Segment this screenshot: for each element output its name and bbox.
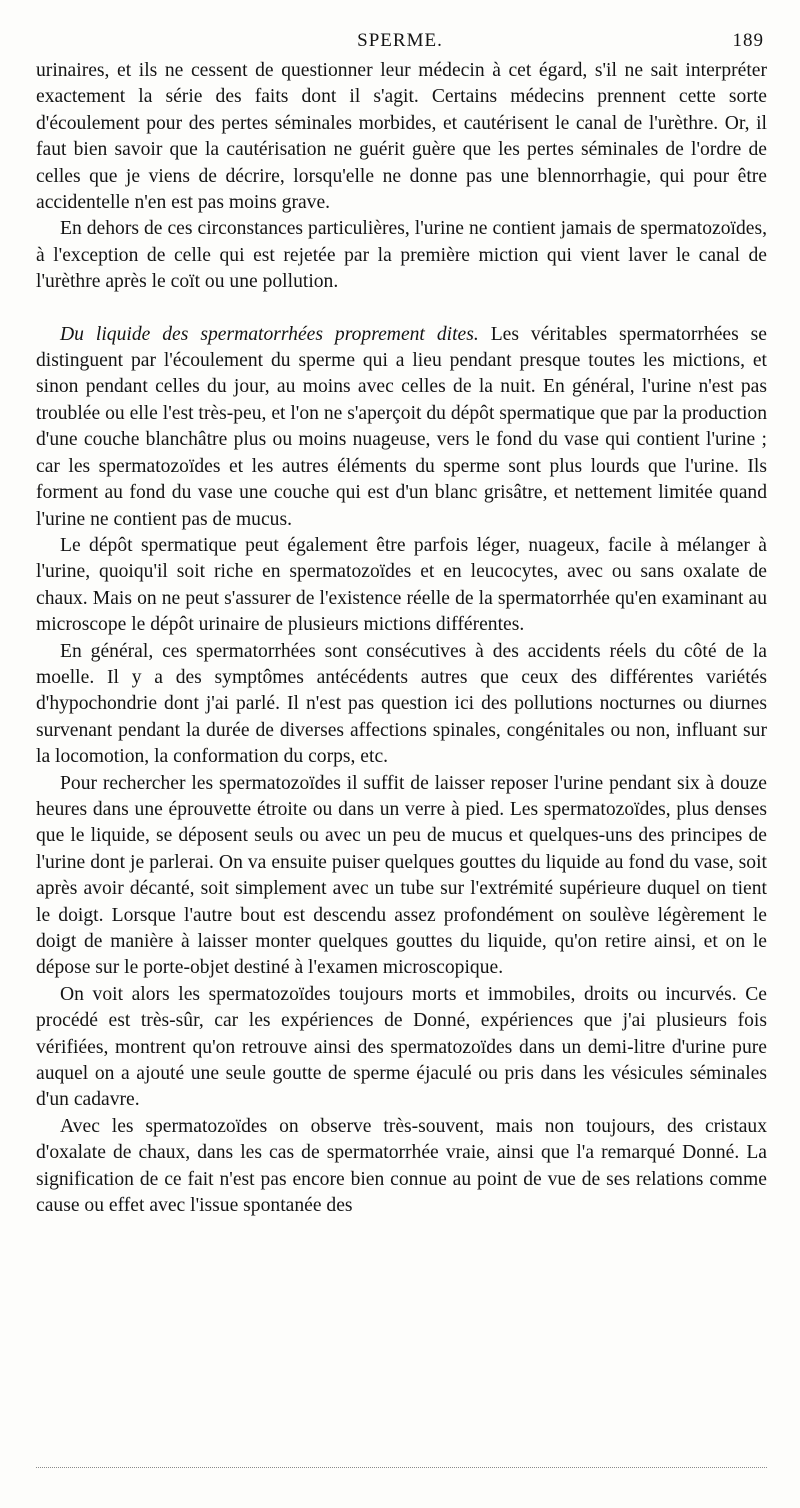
- paragraph: On voit alors les spermatozoïdes toujours morts et immobiles, droits ou incurvés. Ce procédé est très-sûr, car les expériences de Donné, expériences que j'ai plusieurs fois vérifiées, montrent qu'on retrouve ainsi des spermatozoïdes dans un demi-litre d'urine pure auquel on a ajouté une seule goutte de sperme éjaculé ou pris dans les vésicules séminales d'un cadavre.: [36, 983, 767, 1111]
- page-number: 189: [732, 30, 764, 51]
- paragraph: En dehors de ces circonstances particulières, l'urine ne contient jamais de spermatozoïdes, à l'exception de celle qui est rejetée par la première miction qui vient laver le canal de l'urèthre après le coït ou une pollution.: [36, 218, 767, 293]
- paragraph: Le dépôt spermatique peut également être parfois léger, nuageux, facile à mélanger à l'urine, quoiqu'il soit riche en spermatozoïdes et en leucocytes, avec ou sans oxalate de chaux. Mais on ne peut s'assurer de l'existence réelle de la spermatorrhée qu'en examinant au microscope le dépôt urinaire de plusieurs mictions différentes.: [36, 534, 767, 636]
- running-title: SPERME.: [357, 30, 443, 51]
- section-body: Les véritables spermatorrhées se distinguent par l'écoulement du sperme qui a lieu pendant presque toutes les mictions, et sinon pendant celles du jour, au moins avec celles de la nuit. En général, l'urine n'est pas troublée ou elle l'est très-peu, et l'on ne s'aperçoit du dépôt spermatique que par la production d'une couche blanchâtre plus ou moins nuageuse, vers le fond du vase qui contient l'urine ; car les spermatozoïdes et les autres éléments du sperme sont plus lourds que l'urine. Ils forment au fond du vase une couche qui est d'un blanc grisâtre, et nettement limitée quand l'urine ne contient pas de mucus.: [36, 323, 767, 530]
- paragraph: Pour rechercher les spermatozoïdes il suffit de laisser reposer l'urine pendant six à douze heures dans une éprouvette étroite ou dans un verre à pied. Les spermatozoïdes, plus denses que le liquide, se déposent seuls ou avec un peu de mucus et quelques-uns des principes de l'urine dont je parlerai. On va ensuite puiser quelques gouttes du liquide au fond du vase, soit après avoir décanté, soit simplement avec un tube sur l'extrémité supérieure duquel on tient le doigt. Lorsque l'autre bout est descendu assez profondément on soulève légèrement le doigt de manière à laisser monter quelques gouttes du liquide, qu'on retire ainsi, et on le dépose sur le porte-objet destiné à l'examen microscopique.: [36, 772, 767, 979]
- paragraph: En général, ces spermatorrhées sont consécutives à des accidents réels du côté de la moelle. Il y a des symptômes antécédents autres que ceux des différentes variétés d'hypochondrie dont j'ai parlé. Il n'est pas question ici des pollutions nocturnes ou diurnes survenant pendant la durée de diverses affections spinales, congénitales ou non, influant sur la locomotion, la conformation du corps, etc.: [36, 640, 767, 768]
- bottom-rule: [36, 1467, 767, 1468]
- page-header: [36, 30, 764, 54]
- paragraph: Avec les spermatozoïdes on observe très-souvent, mais non toujours, des cristaux d'oxalate de chaux, dans les cas de spermatorrhée vraie, ainsi que l'a remarqué Donné. La signification de ce fait n'est pas encore bien connue au point de vue de ses relations comme cause ou effet avec l'issue spontanée des: [36, 1115, 767, 1217]
- body-text: [36, 58, 767, 1219]
- paragraph-continued: urinaires, et ils ne cessent de questionner leur médecin à cet égard, s'il ne sait interpréter exactement la série des faits dont il s'agit. Certains médecins prennent cette sorte d'écoulement pour des pertes séminales morbides, et cautérisent le canal de l'urèthre. Or, il faut bien savoir que la cautérisation ne guérit guère que les pertes séminales de l'ordre de celles que je viens de décrire, lorsqu'elle ne donne pas une blennorrhagie, qui pour être accidentelle n'en est pas moins grave.: [36, 60, 767, 214]
- section-title: Du liquide des spermatorrhées proprement dites.: [60, 323, 479, 345]
- section-paragraph: [36, 322, 767, 533]
